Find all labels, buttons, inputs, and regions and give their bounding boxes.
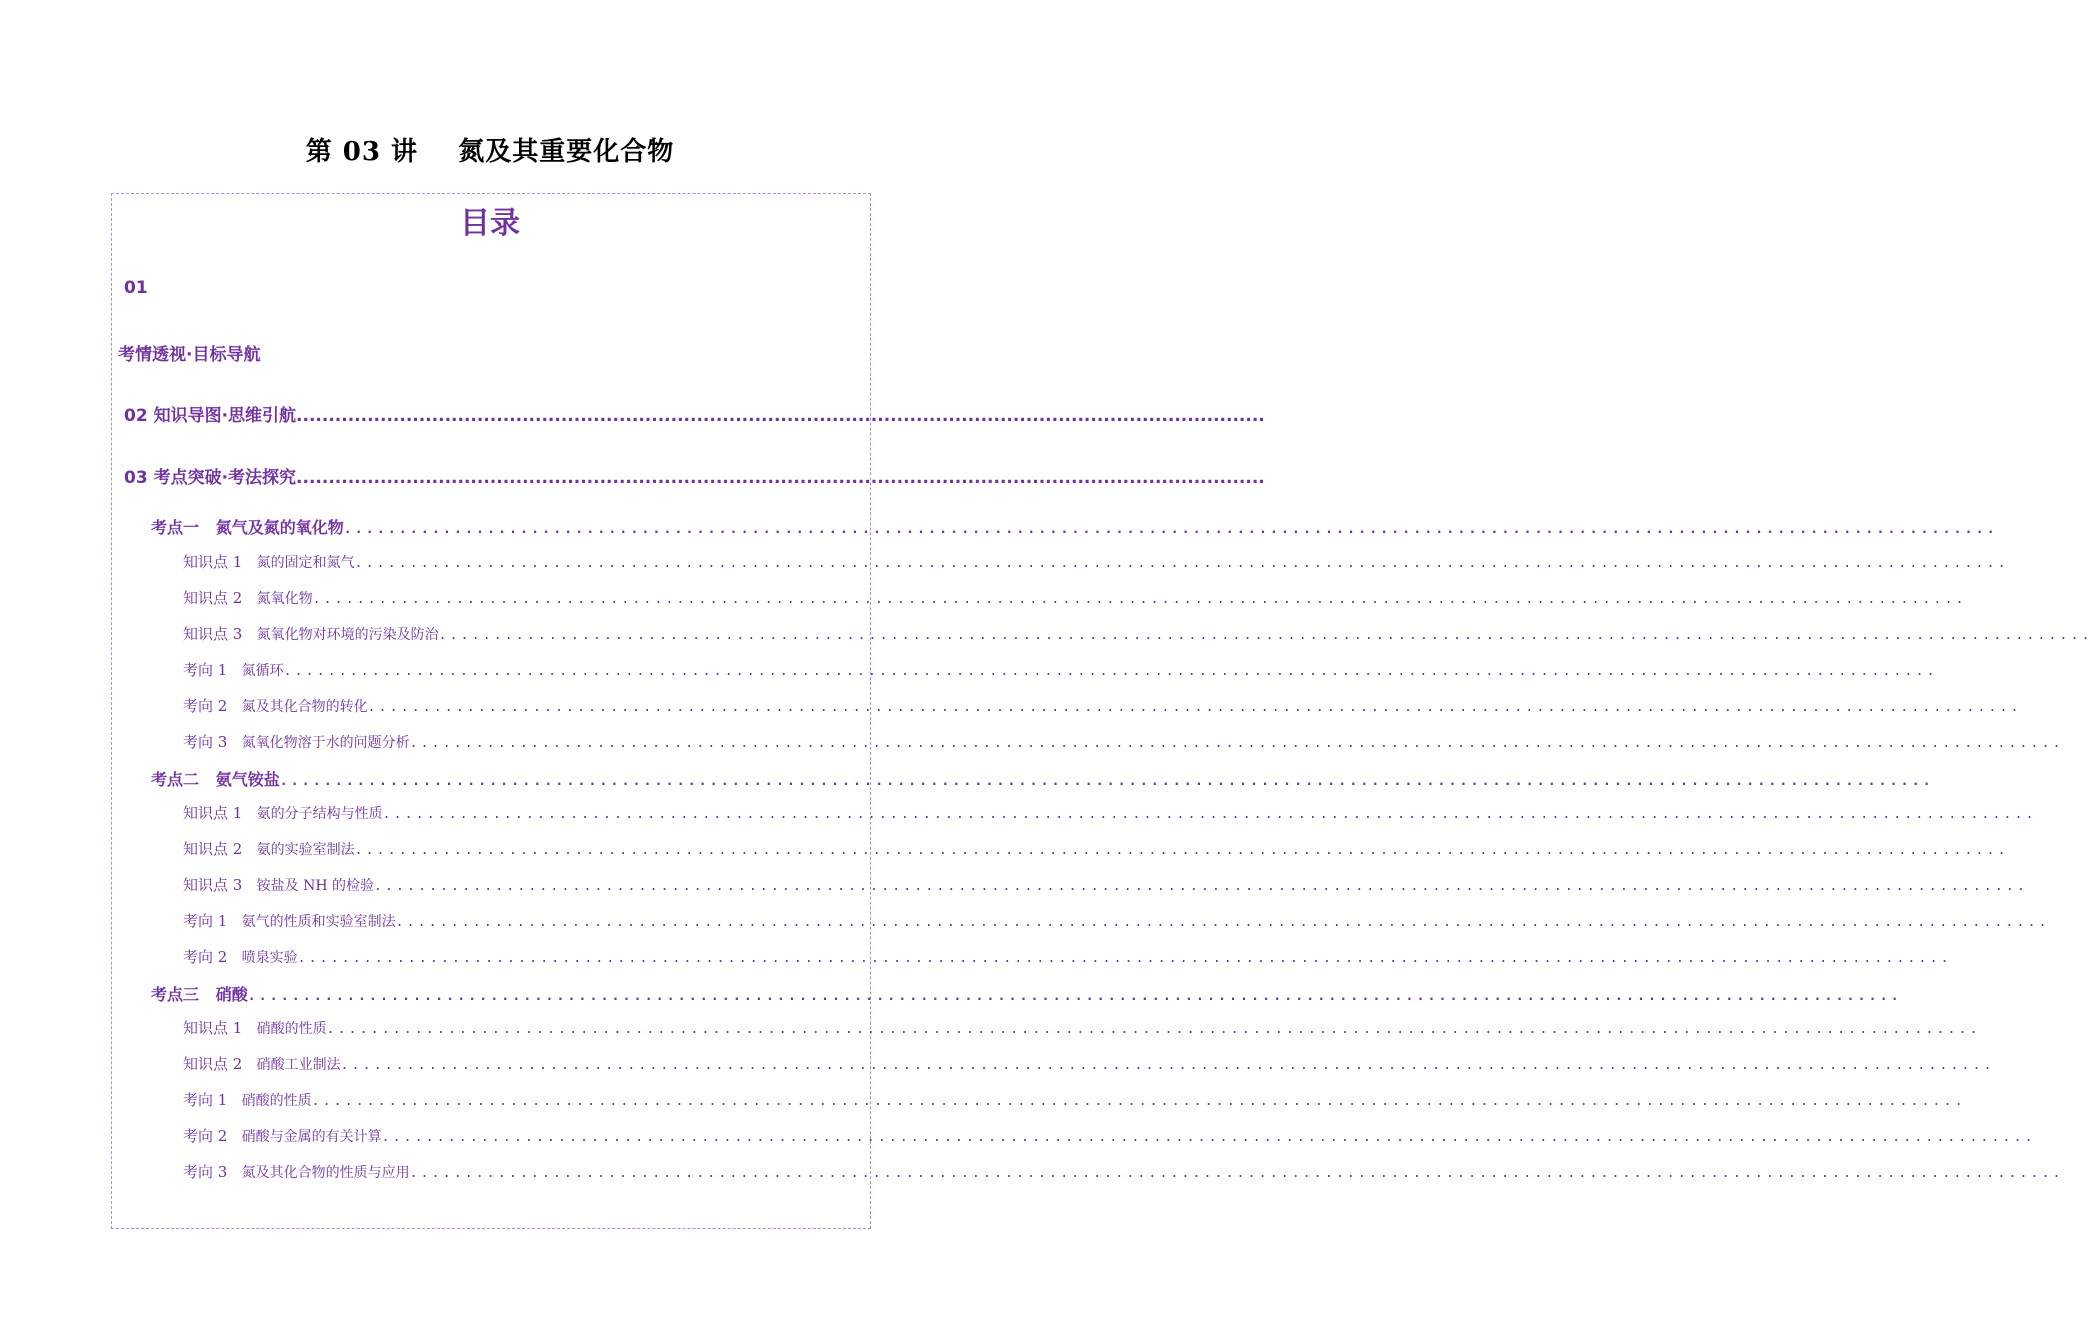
toc-entry[interactable] bbox=[183, 838, 2009, 860]
toc-entry-label: 氨的实验室制法 bbox=[256, 842, 355, 858]
toc-entry[interactable] bbox=[183, 695, 2022, 717]
toc-section-01-label[interactable]: 考情透视·目标导航 bbox=[118, 345, 261, 365]
toc-entry-number: 考向 1 bbox=[183, 912, 228, 930]
toc-entry-number: 知识点 2 bbox=[183, 589, 243, 607]
toc-entry[interactable] bbox=[183, 874, 2028, 896]
toc-entry-number: 考点一 bbox=[151, 518, 200, 537]
toc-section-03-label: 03 考点突破·考法探究 bbox=[124, 468, 297, 488]
toc-entry-label: 硝酸 bbox=[215, 985, 248, 1004]
toc-leader-dots: ...................................................................................................................................................... bbox=[296, 406, 1265, 426]
toc-section-02-label: 02 知识导图·思维引航 bbox=[124, 406, 297, 426]
toc-entry-number: 考向 1 bbox=[183, 1091, 228, 1109]
toc-leader-dots: ...................................................................................................................................................... bbox=[395, 915, 2050, 930]
toc-leader-dots: ...................................................................................................................................................... bbox=[354, 843, 2009, 858]
toc-entry-label: 氨气的性质和实验室制法 bbox=[241, 914, 396, 930]
toc-entry-number: 考向 2 bbox=[183, 948, 228, 966]
toc-entry-number: 知识点 2 bbox=[183, 840, 243, 858]
toc-entry-number: 考向 1 bbox=[183, 661, 228, 679]
toc-entry-label: 氮及其化合物的转化 bbox=[241, 699, 368, 715]
toc-entry-number: 考向 2 bbox=[183, 697, 228, 715]
toc-entry-number: 考向 2 bbox=[183, 1127, 228, 1145]
toc-entry-label: 氮的固定和氮气 bbox=[256, 555, 355, 571]
toc-entry[interactable] bbox=[183, 551, 2009, 573]
toc-section-03[interactable] bbox=[124, 463, 1265, 488]
toc-entry-kaodian-1[interactable] bbox=[151, 515, 1998, 537]
toc-leader-dots: ...................................................................................................................................................... bbox=[373, 879, 2028, 894]
toc-entry-label: 氮气及氮的氧化物 bbox=[215, 518, 344, 537]
toc-entry-label: 硝酸的性质 bbox=[241, 1093, 312, 1109]
toc-leader-dots: ...................................................................................................................................................... bbox=[343, 522, 1998, 537]
toc-section-02[interactable] bbox=[124, 401, 1265, 426]
toc-entry-label: 硝酸的性质 bbox=[256, 1021, 327, 1037]
toc-entry-number: 考点三 bbox=[151, 985, 200, 1004]
toc-leader-dots: ...................................................................................................................................................... bbox=[340, 1058, 1995, 1073]
toc-entry[interactable] bbox=[183, 587, 1967, 609]
toc-entry-label: 硝酸与金属的有关计算 bbox=[241, 1129, 382, 1145]
toc-entry-kaodian-2[interactable] bbox=[151, 767, 1934, 789]
toc-leader-dots: ...................................................................................................................................................... bbox=[312, 592, 1967, 607]
toc-entry-number: 知识点 1 bbox=[183, 553, 243, 571]
toc-entry-label: 氨的分子结构与性质 bbox=[256, 806, 383, 822]
toc-leader-dots: ...................................................................................................................................................... bbox=[381, 1130, 2036, 1145]
toc-leader-dots: ...................................................................................................................................................... bbox=[438, 628, 2093, 643]
toc-leader-dots: ...................................................................................................................................................... bbox=[247, 989, 1902, 1004]
toc-leader-dots: ...................................................................................................................................................... bbox=[326, 1022, 1981, 1037]
document-title: 第 03 讲 氮及其重要化合物 bbox=[305, 137, 675, 167]
toc-leader-dots: ...................................................................................................................................................... bbox=[382, 807, 2037, 822]
toc-leader-dots: ...................................................................................................................................................... bbox=[296, 468, 1265, 488]
toc-leader-dots: ...................................................................................................................................................... bbox=[354, 556, 2009, 571]
toc-entry-number: 知识点 3 bbox=[183, 876, 243, 894]
toc-entry-label: 氮循环 bbox=[241, 663, 284, 679]
toc-entry[interactable] bbox=[183, 659, 1938, 681]
toc-entry[interactable] bbox=[183, 1017, 1981, 1039]
toc-entry-number: 知识点 1 bbox=[183, 1019, 243, 1037]
toc-entry-number: 考点二 bbox=[151, 770, 200, 789]
toc-entry-kaodian-3[interactable] bbox=[151, 982, 1902, 1004]
toc-entry[interactable] bbox=[183, 1089, 1966, 1111]
toc-entry-label: 铵盐及 NH 的检验 bbox=[256, 878, 374, 894]
toc-entry[interactable] bbox=[183, 731, 2064, 753]
toc-entry-label: 氮及其化合物的性质与应用 bbox=[241, 1165, 410, 1181]
toc-heading: 目录 bbox=[460, 206, 520, 241]
toc-entry-label: 喷泉实验 bbox=[241, 950, 298, 966]
toc-entry-label: 硝酸工业制法 bbox=[256, 1057, 341, 1073]
toc-leader-dots: ...................................................................................................................................................... bbox=[367, 700, 2022, 715]
toc-entry[interactable] bbox=[183, 623, 2093, 645]
toc-entry-number: 考向 3 bbox=[183, 733, 228, 751]
toc-entry-number: 知识点 3 bbox=[183, 625, 243, 643]
toc-entry[interactable] bbox=[183, 1161, 2064, 1183]
toc-entry-number: 知识点 1 bbox=[183, 804, 243, 822]
toc-entry-number: 知识点 2 bbox=[183, 1055, 243, 1073]
toc-entry-label: 氮氧化物 bbox=[256, 591, 313, 607]
toc-leader-dots: ...................................................................................................................................................... bbox=[311, 1094, 1966, 1109]
toc-entry[interactable] bbox=[183, 1125, 2036, 1147]
toc-leader-dots: ...................................................................................................................................................... bbox=[297, 951, 1952, 966]
toc-leader-dots: ...................................................................................................................................................... bbox=[279, 774, 1934, 789]
toc-section-01-number[interactable]: 01 bbox=[124, 278, 148, 298]
toc-entry-number: 考向 3 bbox=[183, 1163, 228, 1181]
toc-leader-dots: ...................................................................................................................................................... bbox=[283, 664, 1938, 679]
toc-entry-label: 氮氧化物溶于水的问题分析 bbox=[241, 735, 410, 751]
toc-entry[interactable] bbox=[183, 910, 2050, 932]
toc-entry[interactable] bbox=[183, 802, 2037, 824]
toc-entry[interactable] bbox=[183, 946, 1952, 968]
toc-leader-dots: ...................................................................................................................................................... bbox=[409, 736, 2064, 751]
toc-entry-label: 氨气铵盐 bbox=[215, 770, 280, 789]
toc-leader-dots: ...................................................................................................................................................... bbox=[409, 1166, 2064, 1181]
toc-entry-label: 氮氧化物对环境的污染及防治 bbox=[256, 627, 439, 643]
toc-entry[interactable] bbox=[183, 1053, 1995, 1075]
